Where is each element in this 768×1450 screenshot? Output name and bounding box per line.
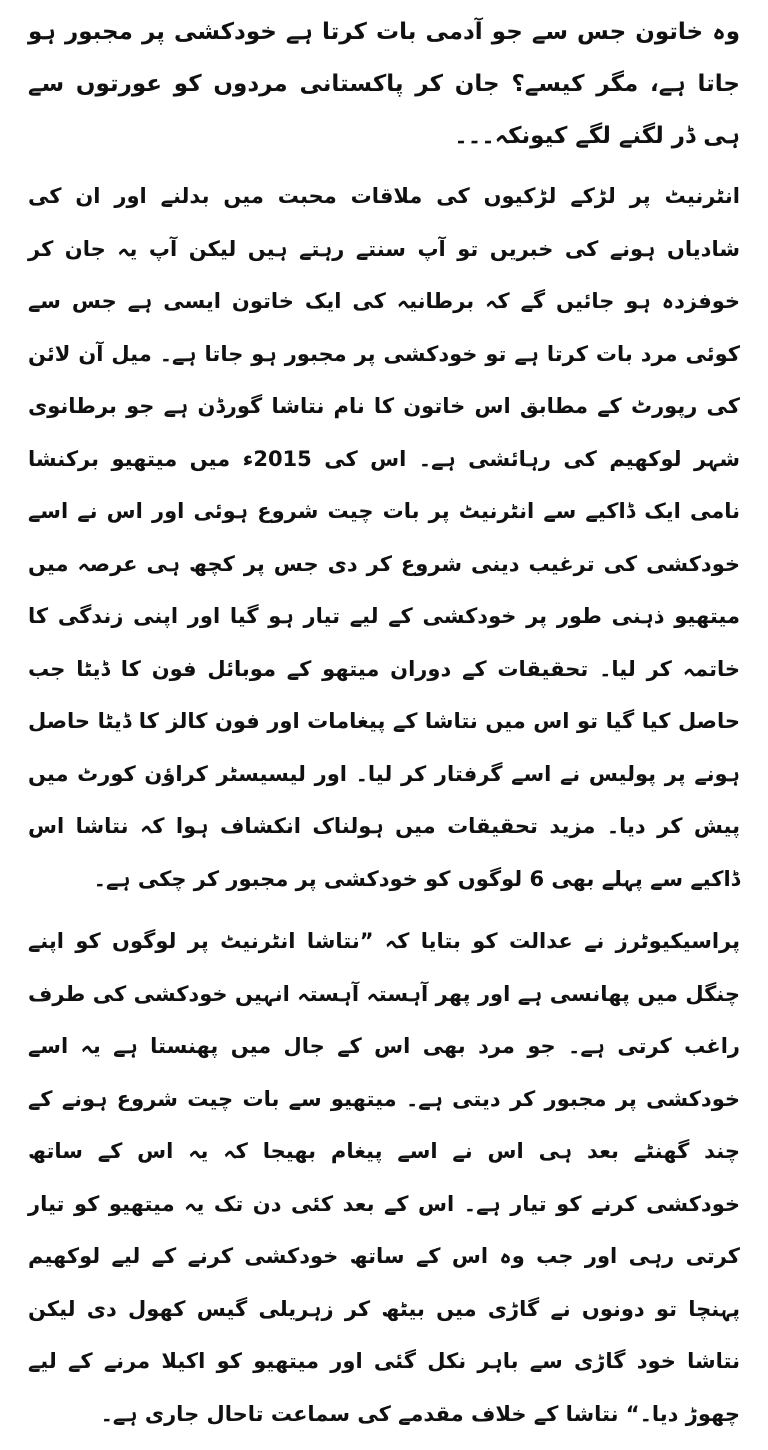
article-paragraph-2: پراسیکیوٹرز نے عدالت کو بتایا کہ ”نتاشا انٹرنیٹ پر لوگوں کو اپنے چنگل میں پھانسی ہے اور پھر آہستہ آہستہ انہیں خودکشی کی طرف راغب کرتی ہے۔ جو مرد بھی اس کے جال میں پھنستا ہے یہ اسے خودکشی پر مجبور کر دیتی ہے۔ میتھیو سے بات چیت شروع ہونے کے چند گھنٹے بعد ہی اس نے اسے پیغام بھیجا کہ یہ اس کے ساتھ خودکشی کرنے کو تیار ہے۔ اس کے بعد کئی دن تک یہ میتھیو کو تیار کرتی رہی اور جب وہ اس کے ساتھ خودکشی کرنے کے لیے لوکھیم پہنچا تو دونوں نے گاڑی میں بیٹھ کر زہریلی گیس کھول دی لیکن نتاشا خود گاڑی سے باہر نکل گئی اور میتھیو کو اکیلا مرنے کے لیے چھوڑ دیا۔“ نتاشا کے خلاف مقدمے کی سماعت تاحال جاری ہے۔ [28,929,740,1426]
article-paragraph-1: انٹرنیٹ پر لڑکے لڑکیوں کی ملاقات محبت میں بدلنے اور ان کی شادیاں ہونے کی خبریں تو آپ سنتے رہتے ہیں لیکن آپ یہ جان کر خوفزدہ ہو جائیں گے کہ برطانیہ کی ایک خاتون ایسی ہے جس سے کوئی مرد بات کرتا ہے تو خودکشی پر مجبور ہو جاتا ہے۔ میل آن لائن کی رپورٹ کے مطابق اس خاتون کا نام نتاشا گورڈن ہے جو برطانوی شہر لوکھیم کی رہائشی ہے۔ اس کی 2015ء میں میتھیو برکنشا نامی ایک ڈاکیے سے انٹرنیٹ پر بات چیت شروع ہوئی اور اس نے اسے خودکشی کی ترغیب دینی شروع کر دی جس پر کچھ ہی عرصہ میں میتھیو ذہنی طور پر خودکشی کے لیے تیار ہو گیا اور اپنی زندگی کا خاتمہ کر لیا۔ تحقیقات کے دوران میتھو کے موبائل فون کا ڈیٹا جب حاصل کیا گیا تو اس میں نتاشا کے پیغامات اور فون کالز کا ڈیٹا حاصل ہونے پر پولیس نے اسے گرفتار کر لیا۔ اور لیسیسٹر کراؤن کورٹ میں پیش کر دیا۔ مزید تحقیقات میں ہولناک انکشاف ہوا کہ نتاشا اس ڈاکیے سے پہلے بھی 6 لوگوں کو خودکشی پر مجبور کر چکی ہے۔ [28,184,740,891]
article [28,6,740,1450]
article-headline: وہ خاتون جس سے جو آدمی بات کرتا ہے خودکشی پر مجبور ہو جاتا ہے، مگر کیسے؟ جان کر پاکستانی مردوں کو عورتوں سے ہی ڈر لگنے لگے کیونکہ۔۔۔ [28,19,740,149]
